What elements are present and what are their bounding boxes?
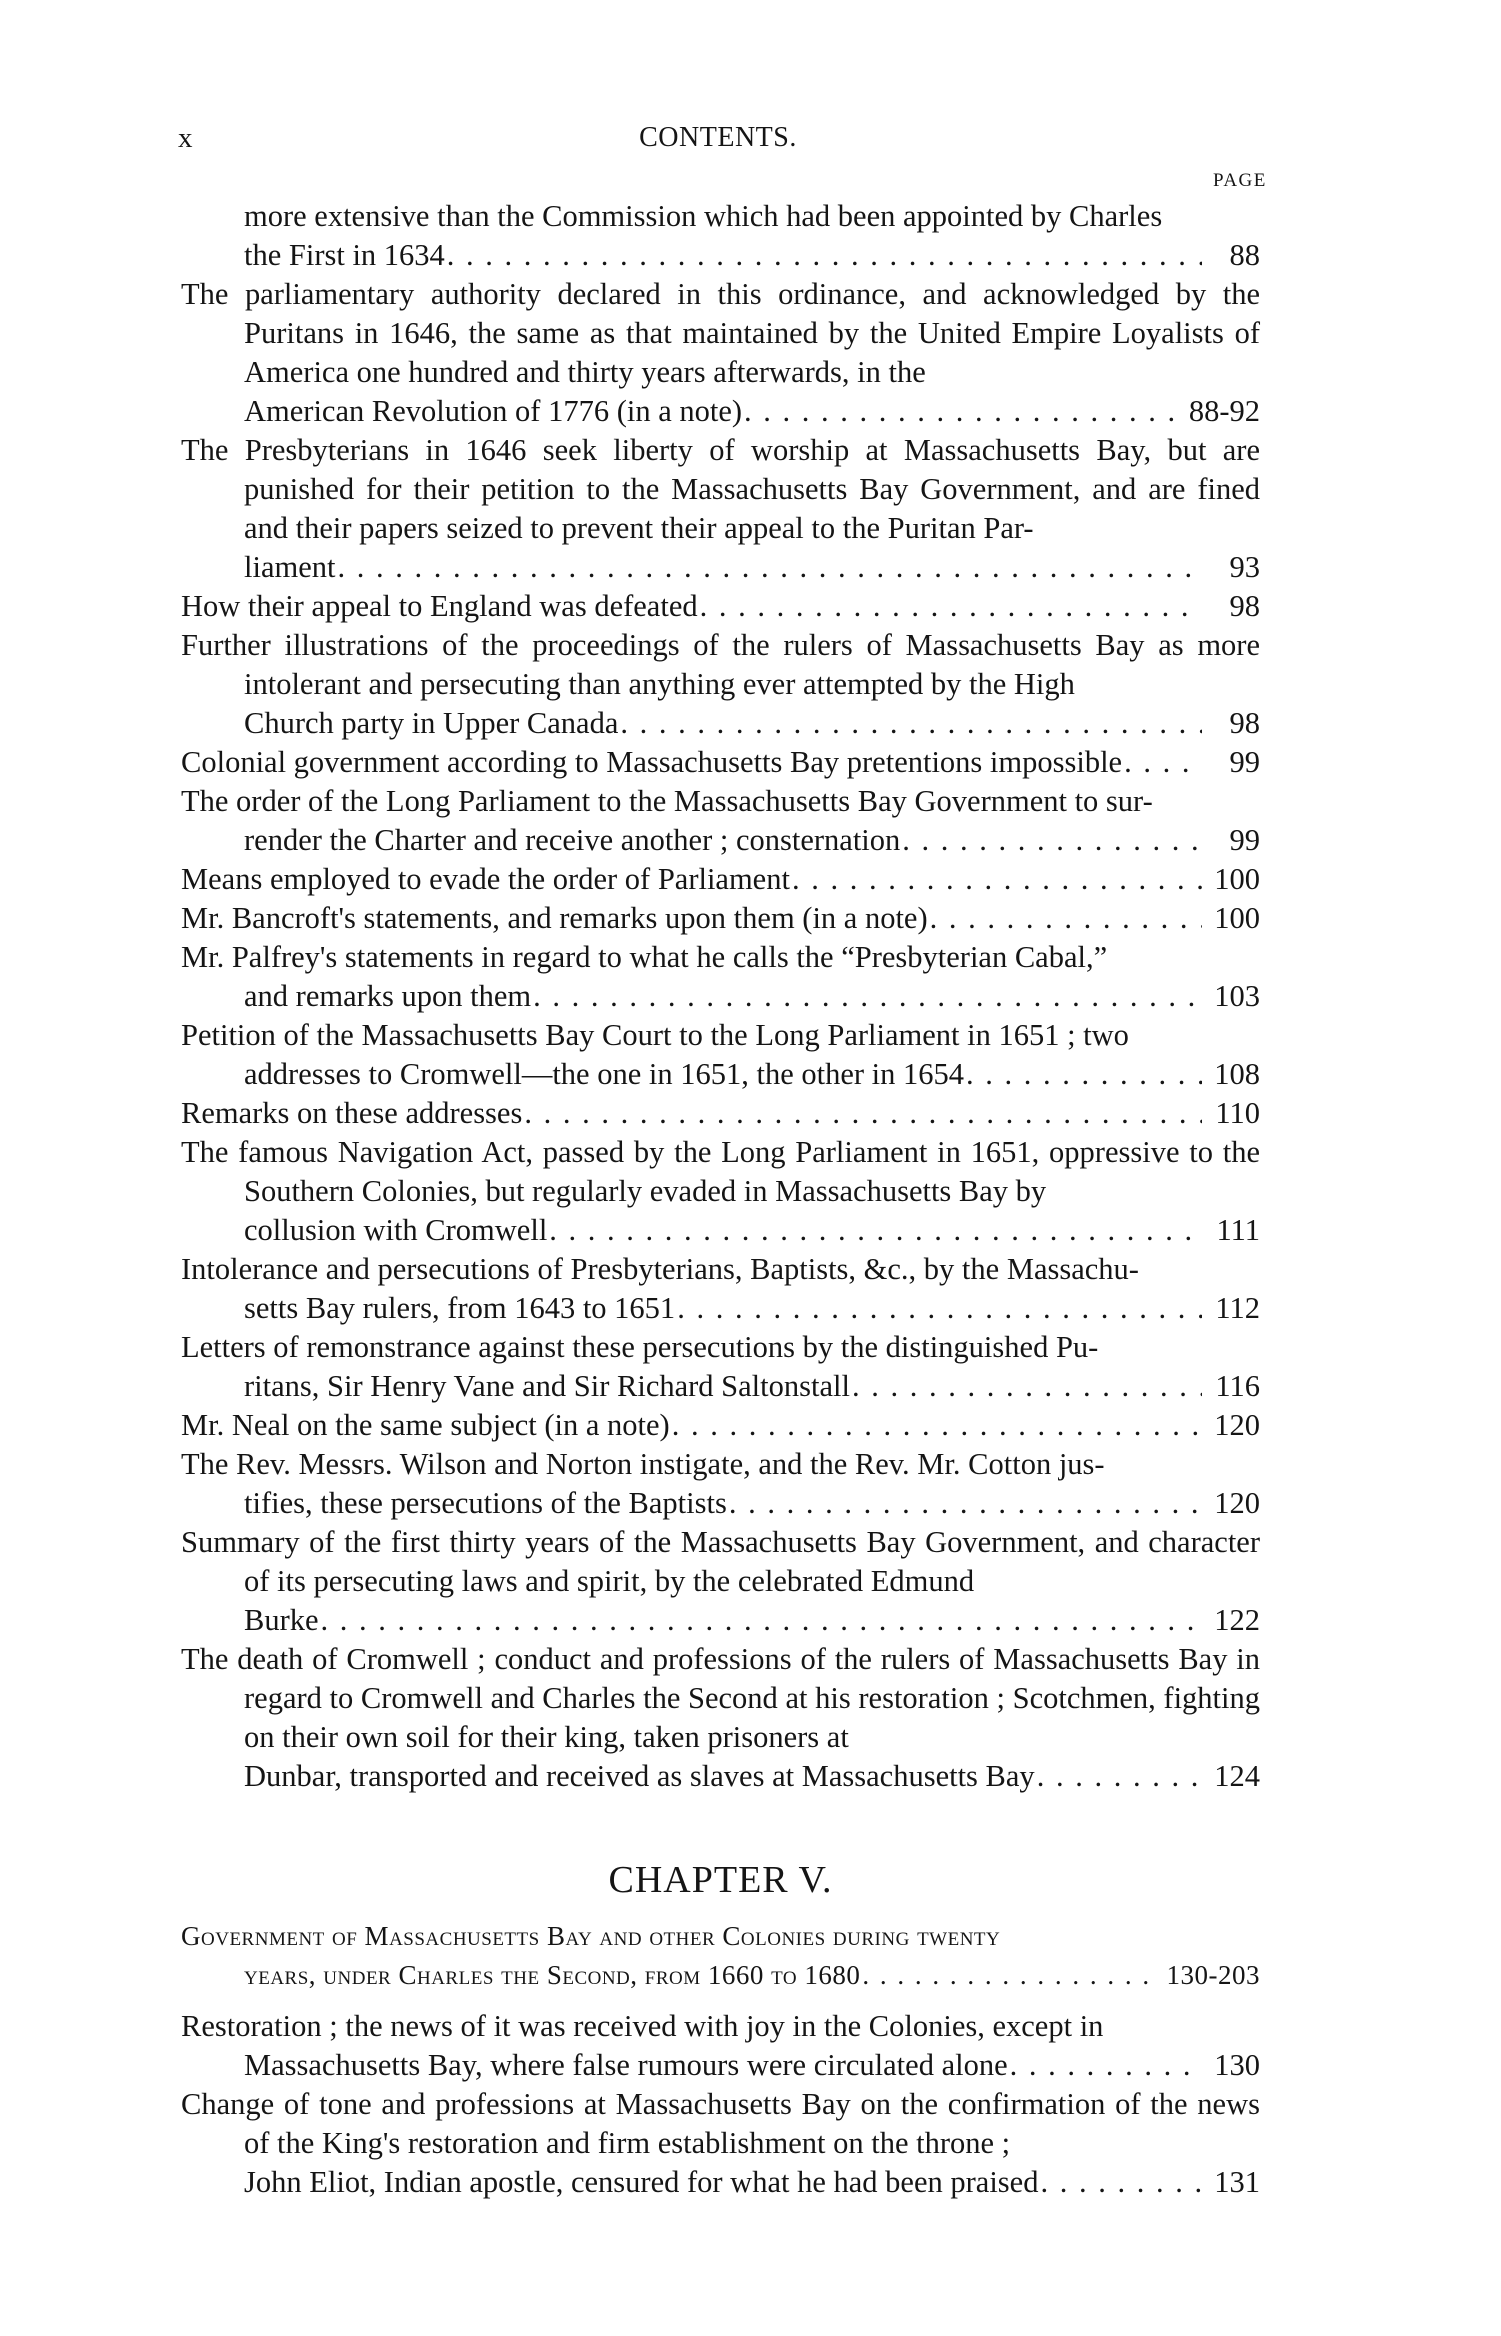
leader-dots <box>966 1055 1202 1094</box>
entry-last-text: ritans, Sir Henry Vane and Sir Richard Saltonstall <box>244 1369 850 1403</box>
entry-last-text: Mr. Bancroft's statements, and remarks upon them (in a note) <box>181 901 928 935</box>
entry-last-line <box>181 1094 1260 1133</box>
entry-last-text: How their appeal to England was defeated <box>181 589 698 623</box>
entry-last-line <box>181 587 1260 626</box>
entry-page-number: 88 <box>1229 238 1260 272</box>
leader-dots <box>1037 1757 1202 1796</box>
entry-last-text: addresses to Cromwell—the one in 1651, the other in 1654 <box>244 1057 965 1091</box>
entry-last-text: American Revolution of 1776 (in a note) <box>244 394 743 428</box>
contents-entry <box>181 1640 1260 1796</box>
entry-last-text: Mr. Neal on the same subject (in a note) <box>181 1408 670 1442</box>
leader-dots <box>533 977 1202 1016</box>
entry-last-line <box>244 392 1260 431</box>
entry-page-number: 130 <box>1214 2048 1260 2082</box>
entry-page-number: 108 <box>1214 1057 1260 1091</box>
entry-page-number: 124 <box>1214 1759 1260 1793</box>
running-title: CONTENTS. <box>639 122 797 153</box>
leader-dots <box>620 704 1202 743</box>
entry-page-number: 98 <box>1229 706 1260 740</box>
running-header <box>178 122 1258 158</box>
leader-dots <box>852 1367 1202 1406</box>
entry-page-number: 122 <box>1214 1603 1260 1637</box>
entry-last-text: Colonial government according to Massachusetts Bay pretentions impossible <box>181 745 1123 779</box>
chapter-page-range: 130-203 <box>1166 1960 1260 1990</box>
entry-page-number: 120 <box>1214 1408 1260 1442</box>
contents-entry <box>181 2007 1260 2085</box>
contents-entry <box>181 1445 1260 1523</box>
contents-entry <box>181 1016 1260 1094</box>
entry-page-number: 103 <box>1214 979 1260 1013</box>
leader-dots <box>524 1094 1202 1133</box>
entry-page-number: 98 <box>1229 589 1260 623</box>
contents-entry <box>181 626 1260 743</box>
leader-dots <box>549 1211 1202 1250</box>
entry-last-text: render the Charter and receive another ; consternation <box>244 823 901 857</box>
entry-last-line <box>244 1211 1260 1250</box>
entry-last-line <box>244 1289 1260 1328</box>
contents-entry <box>181 1328 1260 1406</box>
entry-last-line <box>244 1484 1260 1523</box>
chapter-title: CHAPTER V. <box>608 1859 833 1901</box>
entry-text: Letters of remonstrance against these persecutions by the distinguished Pu- <box>181 1330 1099 1364</box>
entry-last-text: Burke <box>244 1603 319 1637</box>
contents-entry <box>181 431 1260 587</box>
entry-text: The order of the Long Parliament to the Massachusetts Bay Government to sur- <box>181 784 1153 818</box>
contents-entry <box>181 2085 1260 2202</box>
contents-entry <box>181 782 1260 860</box>
leader-dots <box>337 548 1202 587</box>
contents-list <box>181 197 1260 1796</box>
entry-page-number: 100 <box>1214 901 1260 935</box>
entry-text: Further illustrations of the proceedings of the rulers of Massachusetts Bay as more intolerant and persecuting than anything ever attempted by the High <box>181 628 1260 701</box>
entry-last-text: setts Bay rulers, from 1643 to 1651 <box>244 1291 676 1325</box>
entry-text: The death of Cromwell ; conduct and professions of the rulers of Massachusetts Bay in regard to Cromwell and Charles the Second at his restoration ; Scotchmen, fighting on their own soil for their king, taken prisoners at <box>181 1642 1260 1754</box>
entry-text: Mr. Palfrey's statements in regard to what he calls the “Presbyterian Cabal,” <box>181 940 1108 974</box>
leader-dots <box>862 1956 1160 1995</box>
entry-page-number: 111 <box>1216 1213 1260 1247</box>
entry-text: Change of tone and professions at Massachusetts Bay on the confirmation of the news of the King's restoration and firm establishment on the throne ; <box>181 2087 1260 2160</box>
entry-last-line <box>181 899 1260 938</box>
contents-entry <box>181 938 1260 1016</box>
entry-last-text: collusion with Cromwell <box>244 1213 548 1247</box>
chapter-heading <box>181 1917 1260 1995</box>
entry-page-number: 88-92 <box>1188 394 1260 428</box>
contents-entry <box>181 1094 1260 1133</box>
chapter-contents-list <box>181 2007 1260 2202</box>
leader-dots <box>792 860 1202 899</box>
entry-text: Summary of the first thirty years of the Massachusetts Bay Government, and character of its persecuting laws and spirit, by the celebrated Edmund <box>181 1525 1260 1598</box>
entry-last-text: Remarks on these addresses <box>181 1096 523 1130</box>
leader-dots <box>744 392 1183 431</box>
entry-last-line <box>244 977 1260 1016</box>
entry-page-number: 131 <box>1214 2165 1260 2199</box>
leader-dots <box>902 821 1202 860</box>
entry-last-line <box>181 860 1260 899</box>
entry-last-text: the First in 1634 <box>244 238 445 272</box>
contents-entry <box>181 860 1260 899</box>
entry-last-line <box>244 1757 1260 1796</box>
contents-entry <box>181 1250 1260 1328</box>
entry-last-line <box>244 2163 1260 2202</box>
leader-dots <box>321 1601 1202 1640</box>
entry-text: The famous Navigation Act, passed by the Long Parliament in 1651, oppressive to the Southern Colonies, but regularly evaded in Massachusetts Bay by <box>181 1135 1260 1208</box>
entry-last-text: tifies, these persecutions of the Baptists <box>244 1486 727 1520</box>
entry-last-line <box>244 236 1260 275</box>
entry-last-line <box>244 821 1260 860</box>
contents-entry <box>181 275 1260 431</box>
entry-text: Restoration ; the news of it was received with joy in the Colonies, except in <box>181 2009 1104 2043</box>
entry-last-text: Means employed to evade the order of Parliament <box>181 862 790 896</box>
entry-last-text: John Eliot, Indian apostle, censured for what he had been praised <box>244 2165 1039 2199</box>
entry-last-line <box>244 704 1260 743</box>
entry-page-number: 120 <box>1214 1486 1260 1520</box>
contents-entry <box>181 1133 1260 1250</box>
entry-last-line <box>181 743 1260 782</box>
page-column-label: PAGE <box>1213 170 1267 191</box>
contents-entry <box>181 743 1260 782</box>
leader-dots <box>729 1484 1202 1523</box>
entry-page-number: 110 <box>1215 1096 1260 1130</box>
leader-dots <box>930 899 1202 938</box>
contents-entry <box>181 1523 1260 1640</box>
leader-dots <box>1040 2163 1202 2202</box>
entry-text: The parliamentary authority declared in this ordinance, and acknowledged by the Puritans in 1646, the same as that maintained by the United Empire Loyalists of America one hundred and thirty years afterwards, in the <box>181 277 1260 389</box>
entry-last-line <box>244 1055 1260 1094</box>
leader-dots <box>1124 743 1202 782</box>
entry-text: Petition of the Massachusetts Bay Court to the Long Parliament in 1651 ; two <box>181 1018 1129 1052</box>
chapter-heading-lastline <box>244 1956 1260 1995</box>
contents-entry <box>181 899 1260 938</box>
entry-page-number: 99 <box>1229 823 1260 857</box>
leader-dots <box>447 236 1202 275</box>
entry-last-line <box>181 1406 1260 1445</box>
contents-entry <box>181 587 1260 626</box>
entry-last-text: and remarks upon them <box>244 979 532 1013</box>
entry-last-text: Dunbar, transported and received as slaves at Massachusetts Bay <box>244 1759 1035 1793</box>
entry-page-number: 99 <box>1229 745 1260 779</box>
chapter-heading-lead: Government of Massachusetts Bay and other Colonies during twenty <box>181 1921 1001 1951</box>
page-number: x <box>178 122 193 154</box>
leader-dots <box>677 1289 1202 1328</box>
entry-text: The Rev. Messrs. Wilson and Norton instigate, and the Rev. Mr. Cotton jus- <box>181 1447 1105 1481</box>
entry-text: Intolerance and persecutions of Presbyterians, Baptists, &c., by the Massachu- <box>181 1252 1139 1286</box>
entry-page-number: 100 <box>1214 862 1260 896</box>
leader-dots <box>700 587 1202 626</box>
leader-dots <box>672 1406 1202 1445</box>
contents-entry <box>181 197 1260 275</box>
entry-last-line <box>244 2046 1260 2085</box>
entry-text: The Presbyterians in 1646 seek liberty of worship at Massachusetts Bay, but are punished for their petition to the Massachusetts Bay Government, and are fined and their papers seized to prevent their appeal to the Puritan Par- <box>181 433 1260 545</box>
entry-page-number: 112 <box>1215 1291 1260 1325</box>
entry-last-text: Church party in Upper Canada <box>244 706 619 740</box>
entry-last-line <box>244 548 1260 587</box>
entry-text: more extensive than the Commission which had been appointed by Charles <box>244 199 1163 233</box>
entry-last-line <box>244 1601 1260 1640</box>
entry-last-text: liament <box>244 550 336 584</box>
chapter-heading-last: years, under Charles the Second, from 1660 to 1680 <box>244 1960 861 1990</box>
entry-last-text: Massachusetts Bay, where false rumours were circulated alone <box>244 2048 1008 2082</box>
entry-last-line <box>244 1367 1260 1406</box>
contents-entry <box>181 1406 1260 1445</box>
entry-page-number: 93 <box>1229 550 1260 584</box>
entry-page-number: 116 <box>1215 1369 1260 1403</box>
leader-dots <box>1010 2046 1202 2085</box>
